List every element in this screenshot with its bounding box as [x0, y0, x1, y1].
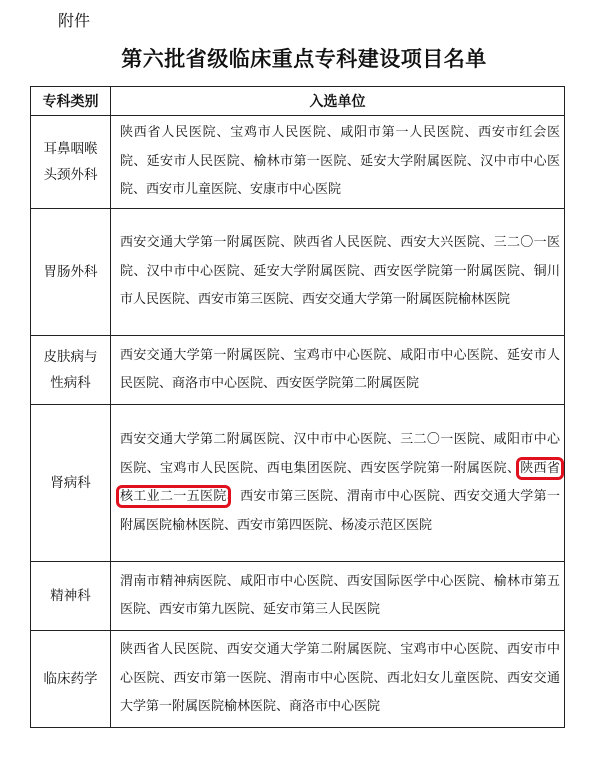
column-header-category: 专科类别 [31, 87, 111, 116]
category-cell [31, 631, 111, 728]
units-cell: 陕西省人民医院、西安交通大学第二附属医院、宝鸡市中心医院、西安市中心医院、西安市第一医院、渭南市中心医院、西北妇女儿童医院、西安交通大学第一附属医院榆林医院、商洛市中心医院 [111, 631, 565, 728]
category-line: 耳鼻咽喉 [43, 141, 98, 157]
category-cell [31, 336, 111, 405]
units-text: 、西安市第三医院、渭南市中心医院、西安交通大学第一附属医院榆林医院、西安市第四医院、杨凌示范区医院 [120, 489, 560, 533]
category-cell [31, 209, 111, 336]
category-line: 头颈外科 [43, 167, 98, 183]
category-line: 皮肤病与 [43, 349, 98, 365]
units-cell: 陕西省人民医院、宝鸡市人民医院、咸阳市第一人民医院、西安市红会医院、延安市人民医院、榆林市第一医院、延安大学附属医院、汉中市中心医院、西安市儿童医院、安康市中心医院 [111, 116, 565, 209]
highlighted-hospital: 陕西省核工业二一五医院 [120, 460, 560, 504]
table-row [31, 209, 565, 336]
table-row [31, 631, 565, 728]
units-cell: 西安交通大学第一附属医院、宝鸡市中心医院、咸阳市中心医院、延安市人民医院、商洛市中心医院、西安医学院第二附属医院 [111, 336, 565, 405]
units-cell: 渭南市精神病医院、咸阳市中心医院、西安国际医学中心医院、榆林市第五医院、西安市第九医院、延安市第三人民医院 [111, 562, 565, 631]
category-cell [31, 562, 111, 631]
units-text: 西安交通大学第二附属医院、汉中市中心医院、三二〇一医院、咸阳市中心医院、宝鸡市人民医院、西电集团医院、西安医学院第一附属医院、 [120, 432, 560, 476]
table-row [31, 562, 565, 631]
table-header-row [31, 87, 565, 116]
category-line: 精神科 [50, 588, 91, 604]
category-line: 性病科 [50, 375, 91, 391]
category-line: 肾病科 [50, 475, 91, 491]
document-title: 第六批省级临床重点专科建设项目名单 [121, 46, 487, 71]
units-cell [111, 405, 565, 562]
category-line: 胃肠外科 [43, 264, 98, 280]
category-cell [31, 116, 111, 209]
category-line: 临床药学 [43, 671, 98, 687]
column-header-units: 入选单位 [111, 87, 565, 116]
hospital-list-table [30, 86, 565, 728]
category-cell [31, 405, 111, 562]
attachment-label: 附件 [58, 11, 91, 30]
table-row [31, 116, 565, 209]
table-row [31, 336, 565, 405]
table-row [31, 405, 565, 562]
units-cell: 西安交通大学第一附属医院、陕西省人民医院、西安大兴医院、三二〇一医院、汉中市中心医院、延安大学附属医院、西安医学院第一附属医院、铜川市人民医院、西安市第三医院、西安交通大学第一附属医院榆林医院 [111, 209, 565, 336]
